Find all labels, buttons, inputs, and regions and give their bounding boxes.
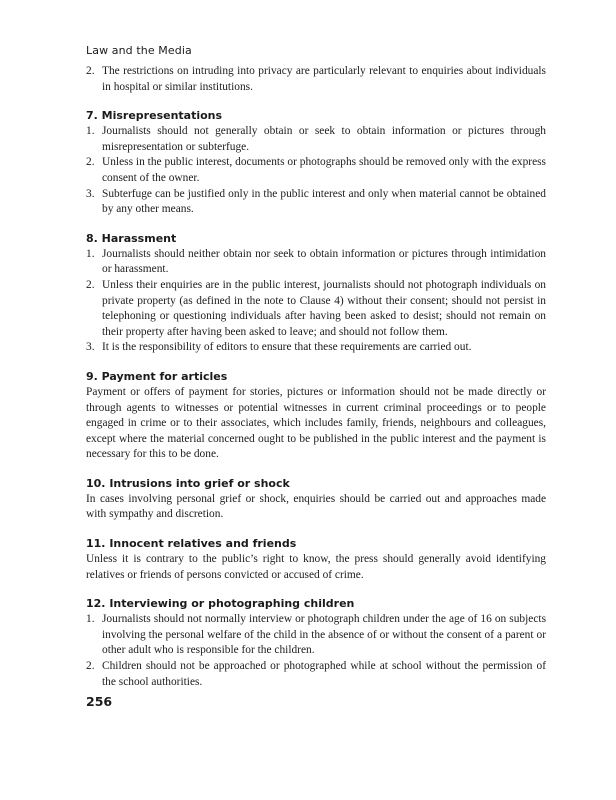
item-number: 2.: [86, 156, 95, 169]
item-number: 2.: [86, 65, 95, 77]
item-text: Subterfuge can be justified only in the public interest and only when material cannot be obtained by any other means.: [102, 187, 546, 216]
section-privacy-continued: [86, 64, 546, 95]
item-list: [86, 612, 546, 690]
section-paragraph: Unless it is contrary to the public’s right to know, the press should generally avoid identifying relatives or friends of persons convicted or accused of crime.: [86, 553, 546, 581]
item-text: Journalists should not normally interview or photograph children under the age of 16 on subjects involving the personal welfare of the child in the absence of or without the consent of a parent or other adult who is responsible for the children.: [102, 613, 546, 657]
item-text: Unless their enquiries are in the public interest, journalists should not photograph individuals on private property (as defined in the note to Clause 4) without their consent; should not persist in telephoning or questioning individuals after having been asked to desist; should not remain on their property after having been asked to leave; and should not follow them.: [102, 278, 546, 338]
section-grief: [86, 477, 546, 523]
section-title: 9. Payment for articles: [86, 369, 228, 383]
item-number: 3.: [86, 187, 95, 200]
item-text: Unless in the public interest, documents or photographs should be removed only with the express consent of the owner.: [102, 156, 546, 184]
list-item: [86, 155, 546, 186]
item-text: The restrictions on intruding into privacy are particularly relevant to enquiries about individuals in hospital or similar institutions.: [102, 65, 546, 93]
item-list: [86, 64, 546, 95]
item-text: Journalists should neither obtain nor seek to obtain information or pictures through intimidation or harassment.: [102, 247, 546, 276]
list-item: [86, 340, 546, 356]
section-relatives: [86, 537, 546, 583]
section-payment: [86, 370, 546, 463]
list-item: [86, 278, 546, 340]
item-number: 1.: [86, 247, 95, 260]
item-text: Journalists should not generally obtain or seek to obtain information or pictures through misrepresentation or subterfuge.: [102, 125, 546, 153]
section-title: 8. Harassment: [86, 231, 177, 245]
section-title: 12. Interviewing or photographing children: [86, 597, 355, 611]
section-paragraph: Payment or offers of payment for stories, pictures or information should not be made directly or through agents to witnesses or potential witnesses in current criminal proceedings or to people engaged in crime or to their associates, which includes family, friends, neighbours and colleagues, except where the material concerned ought to be published in the public interest and the payment is necessary for this to be done.: [86, 385, 546, 461]
list-item: [86, 659, 546, 690]
item-list: [86, 124, 546, 218]
list-item: [86, 247, 546, 278]
section-title: 10. Intrusions into grief or shock: [86, 476, 290, 490]
item-number: 3.: [86, 341, 95, 354]
section-misrepresentations: [86, 109, 546, 218]
list-item: [86, 612, 546, 659]
item-list: [86, 247, 546, 356]
section-title: 11. Innocent relatives and friends: [86, 537, 297, 551]
item-text: Children should not be approached or photographed while at school without the permission of the school authorities.: [102, 660, 546, 688]
page-number: 256: [86, 694, 113, 710]
list-item: [86, 64, 546, 95]
section-harassment: [86, 232, 546, 356]
section-paragraph: In cases involving personal grief or shock, enquiries should be carried out and approaches made with sympathy and discretion.: [86, 492, 546, 521]
list-item: [86, 187, 546, 218]
section-title: 7. Misrepresentations: [86, 109, 223, 123]
item-text: It is the responsibility of editors to ensure that these requirements are carried out.: [102, 341, 472, 354]
item-number: 2.: [86, 660, 95, 673]
running-head: Law and the Media: [86, 44, 192, 57]
item-number: 2.: [86, 278, 95, 291]
section-children: [86, 597, 546, 690]
list-item: [86, 124, 546, 155]
item-number: 1.: [86, 613, 95, 626]
item-number: 1.: [86, 125, 95, 138]
